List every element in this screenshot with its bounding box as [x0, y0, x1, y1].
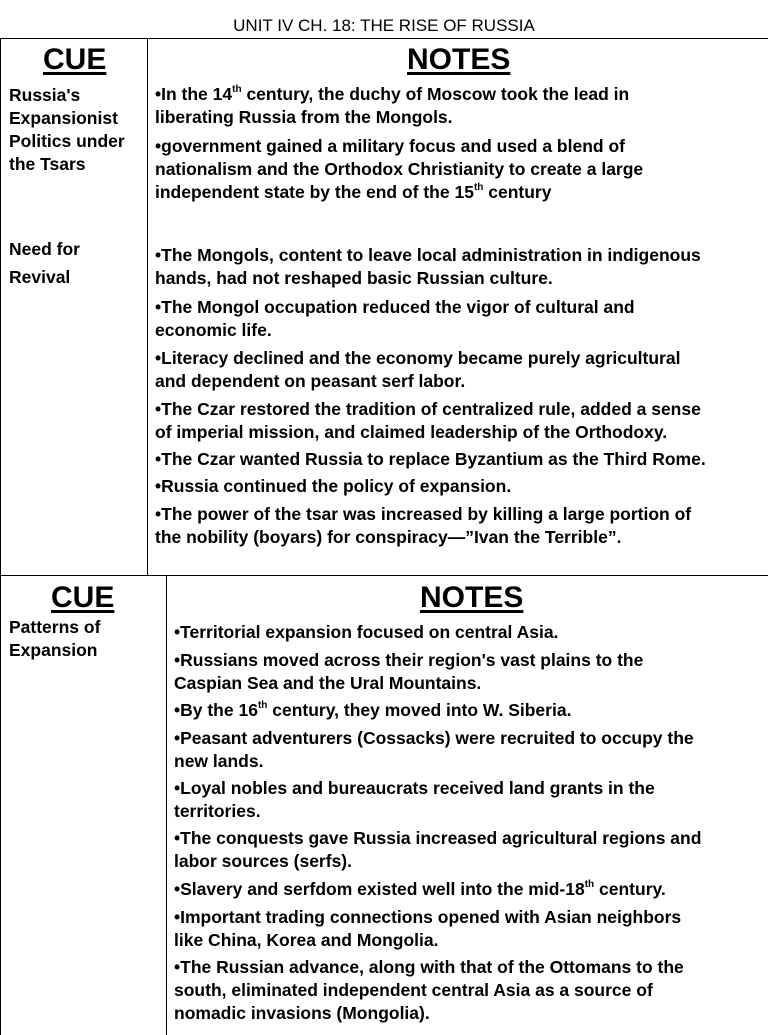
note-bullet — [174, 621, 558, 644]
note-line — [155, 319, 635, 342]
note-text: century. — [594, 879, 666, 899]
notes-header: NOTES — [407, 43, 511, 76]
note-bullet — [174, 827, 701, 873]
note-text: century, they moved into W. Siberia. — [267, 700, 572, 720]
note-text: independent state by the end of the 15 — [155, 182, 474, 202]
note-text: •The power of the tsar was increased by killing a large portion of — [155, 504, 692, 524]
note-text: territories. — [174, 801, 261, 821]
note-bullet — [155, 83, 629, 129]
note-text: hands, had not reshaped basic Russian culture. — [155, 268, 553, 288]
note-line — [155, 398, 701, 421]
note-bullet — [174, 956, 684, 1025]
ordinal-suffix: th — [584, 879, 595, 891]
cue-header: CUE — [51, 581, 115, 614]
notes-header: NOTES — [420, 581, 524, 614]
note-line — [155, 526, 691, 549]
note-line — [174, 750, 694, 773]
note-line — [174, 827, 701, 850]
note-line — [155, 244, 701, 267]
note-text: •Literacy declined and the economy became purely agricultural — [155, 348, 681, 368]
note-line — [155, 421, 701, 444]
note-line — [155, 370, 680, 393]
note-text: •Loyal nobles and bureaucrats received land grants in the — [174, 778, 655, 798]
note-line — [174, 1002, 684, 1025]
note-bullet — [155, 347, 680, 393]
note-line — [174, 672, 643, 695]
cue-line: Patterns of — [9, 617, 101, 637]
note-bullet — [174, 649, 643, 695]
note-bullet — [155, 475, 511, 498]
note-line — [174, 850, 701, 873]
note-text: •Slavery and serfdom existed well into the mid-18 — [174, 879, 585, 899]
ordinal-suffix: th — [232, 84, 242, 96]
note-bullet — [155, 503, 691, 549]
ordinal-suffix: th — [473, 182, 484, 194]
note-text: nationalism and the Orthodox Christianity to create a large — [155, 159, 644, 179]
note-line — [174, 878, 666, 901]
note-text: labor sources (serfs). — [174, 851, 352, 871]
note-text: •Russia continued the policy of expansion. — [155, 476, 512, 496]
cornell-notes-table-1 — [0, 38, 768, 576]
note-text: the nobility (boyars) for conspiracy—”Ivan the Terrible”. — [155, 527, 622, 547]
note-line — [174, 979, 684, 1002]
note-line — [155, 106, 629, 129]
note-text: •Territorial expansion focused on central Asia. — [174, 622, 559, 642]
note-line — [174, 956, 684, 979]
note-text: •The Russian advance, along with that of the Ottomans to the — [174, 957, 684, 977]
document-title: UNIT IV CH. 18: THE RISE OF RUSSIA — [233, 16, 535, 35]
cue-header: CUE — [43, 43, 107, 76]
note-bullet — [155, 296, 635, 342]
note-text: nomadic invasions (Mongolia). — [174, 1003, 430, 1023]
cue-russias-expansionist-politics — [9, 84, 125, 176]
cue-line: Need for — [9, 239, 80, 259]
cue-line: Revival — [9, 267, 71, 287]
note-line — [174, 800, 655, 823]
note-bullet — [174, 699, 571, 722]
note-line — [155, 347, 680, 370]
note-text: of imperial mission, and claimed leadership of the Orthodoxy. — [155, 422, 668, 442]
cue-need-for-revival — [9, 235, 80, 291]
note-line — [174, 699, 571, 722]
note-text: •Peasant adventurers (Cossacks) were recruited to occupy the — [174, 728, 694, 748]
note-text: •The Czar restored the tradition of centralized rule, added a sense — [155, 399, 701, 419]
note-bullet — [155, 448, 706, 471]
note-text: •The Mongols, content to leave local administration in indigenous — [155, 245, 701, 265]
cue-patterns-of-expansion — [9, 616, 100, 662]
note-text: century, the duchy of Moscow took the lead in — [241, 84, 630, 104]
cue-line: Expansion — [9, 640, 98, 660]
cue-line: Russia's — [9, 85, 81, 105]
note-text: like China, Korea and Mongolia. — [174, 930, 439, 950]
note-line — [155, 135, 643, 158]
note-bullet — [174, 878, 666, 901]
note-line — [155, 503, 691, 526]
note-line — [155, 158, 643, 181]
note-text: liberating Russia from the Mongols. — [155, 107, 453, 127]
note-text: and dependent on peasant serf labor. — [155, 371, 466, 391]
cue-line: Expansionist — [9, 108, 118, 128]
note-text: century — [483, 182, 552, 202]
note-line — [155, 448, 706, 471]
note-text: •Important trading connections opened with Asian neighbors — [174, 907, 682, 927]
ordinal-suffix: th — [257, 700, 268, 712]
cue-line: the Tsars — [9, 154, 86, 174]
note-line — [174, 649, 643, 672]
note-bullet — [174, 906, 681, 952]
note-text: economic life. — [155, 320, 272, 340]
note-line — [155, 83, 629, 106]
note-text: •By the 16 — [174, 700, 258, 720]
note-text: Caspian Sea and the Ural Mountains. — [174, 673, 482, 693]
note-text: •In the 14 — [155, 84, 233, 104]
note-line — [174, 906, 681, 929]
note-text: •The Mongol occupation reduced the vigor of cultural and — [155, 297, 635, 317]
note-text: •government gained a military focus and used a blend of — [155, 136, 625, 156]
column-divider — [166, 576, 167, 1035]
note-text: •Russians moved across their region's vast plains to the — [174, 650, 644, 670]
cornell-notes-table-2 — [0, 575, 768, 1035]
note-line — [155, 475, 511, 498]
cue-line: Politics under — [9, 131, 125, 151]
note-text: south, eliminated independent central Asia as a source of — [174, 980, 653, 1000]
note-bullet — [174, 727, 694, 773]
note-line — [174, 777, 655, 800]
note-line — [174, 727, 694, 750]
note-text: •The conquests gave Russia increased agricultural regions and — [174, 828, 702, 848]
note-bullet — [155, 398, 701, 444]
note-bullet — [174, 777, 655, 823]
note-line — [155, 181, 643, 204]
note-line — [174, 929, 681, 952]
note-text: new lands. — [174, 751, 264, 771]
note-line — [174, 621, 558, 644]
note-bullet — [155, 244, 701, 290]
note-line — [155, 296, 635, 319]
note-bullet — [155, 135, 643, 204]
note-line — [155, 267, 701, 290]
column-divider — [147, 39, 148, 575]
note-text: •The Czar wanted Russia to replace Byzantium as the Third Rome. — [155, 449, 706, 469]
